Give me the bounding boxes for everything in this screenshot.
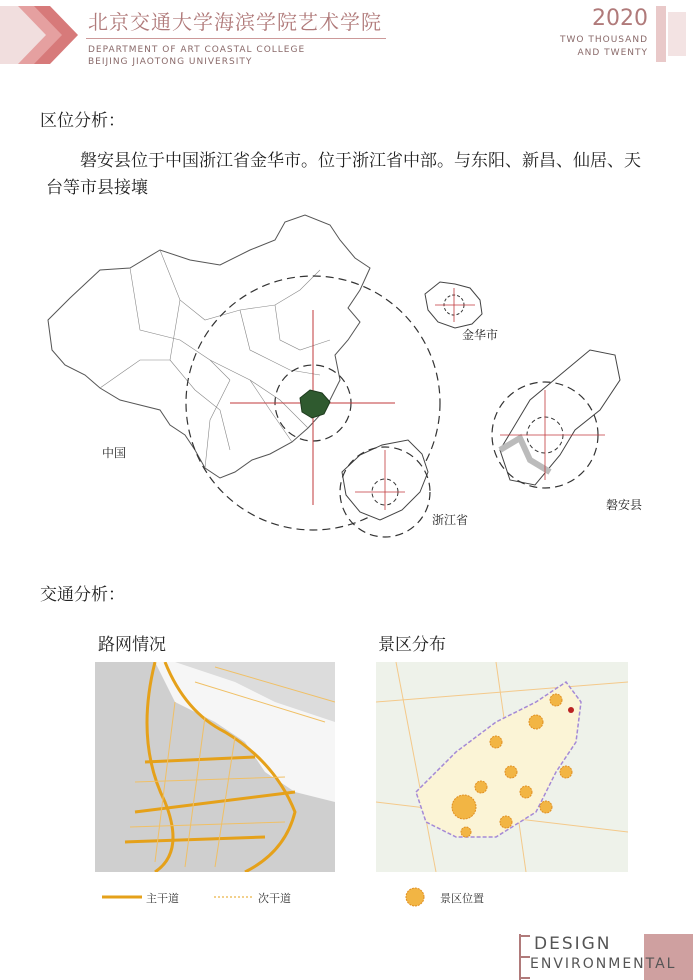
label-jinhua: 金华市 <box>462 328 499 342</box>
scenic-distribution-map <box>376 662 628 872</box>
label-panan: 磐安县 <box>606 498 643 512</box>
main-road-legend-line <box>102 892 142 902</box>
label-zhejiang: 浙江省 <box>432 513 469 527</box>
footer-environmental: ENVIRONMENTAL <box>530 956 677 972</box>
header-year-subtitle <box>540 34 648 60</box>
header-bars-decor <box>652 6 688 62</box>
header-subtitle-line1: DEPARTMENT OF ART COASTAL COLLEGE <box>88 45 306 55</box>
legend-main-road: 主干道 <box>146 892 179 905</box>
label-china: 中国 <box>102 446 127 460</box>
road-network-title: 路网情况 <box>98 635 166 655</box>
header-chevron-logo <box>0 6 78 64</box>
location-map <box>30 210 670 540</box>
header-subtitle-line2: BEIJING JIAOTONG UNIVERSITY <box>88 57 253 67</box>
header-divider <box>86 38 386 39</box>
traffic-heading: 交通分析： <box>40 585 125 605</box>
year-sub-line1: TWO THOUSAND <box>560 35 648 45</box>
header-year: 2020 <box>592 6 648 31</box>
location-heading: 区位分析： <box>40 111 125 131</box>
header-subtitle <box>88 44 305 68</box>
location-paragraph: 磐安县位于中国浙江省金华市。位于浙江省中部。与东阳、新昌、仙居、天台等市县接壤 <box>46 151 641 198</box>
panan-map <box>500 350 620 485</box>
zhejiang-highlight <box>300 390 330 418</box>
scenic-legend-marker <box>404 886 426 908</box>
road-network-map <box>95 662 335 872</box>
scenic-distribution-title: 景区分布 <box>378 635 446 655</box>
secondary-road-legend-line <box>214 892 254 902</box>
header-title: 北京交通大学海滨学院艺术学院 <box>88 10 382 34</box>
footer-design: DESIGN <box>534 934 612 954</box>
year-sub-line2: AND TWENTY <box>577 48 648 58</box>
legend-scenic-location: 景区位置 <box>440 892 484 905</box>
legend-secondary-road: 次干道 <box>258 892 291 905</box>
china-map-outline <box>48 215 370 478</box>
